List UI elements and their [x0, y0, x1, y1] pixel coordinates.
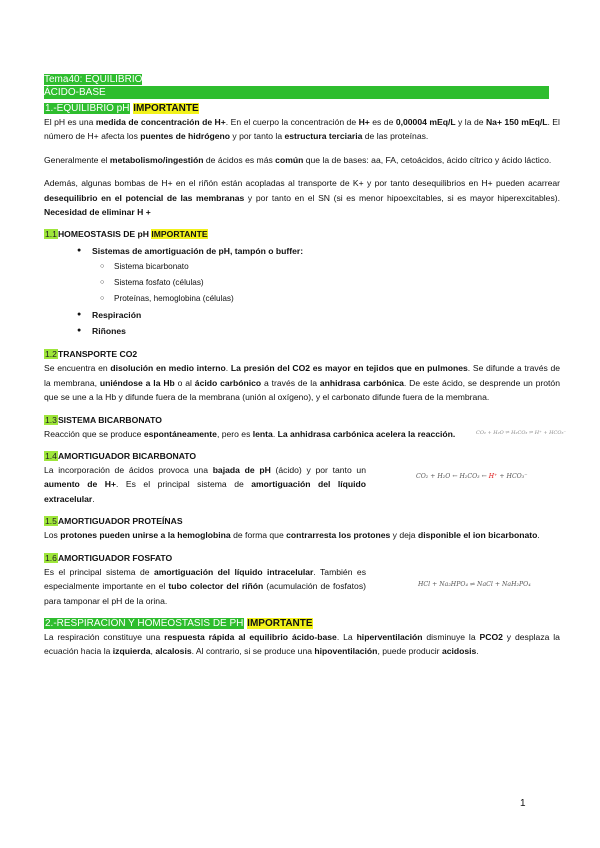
list-item: ● Riñones — [92, 323, 560, 339]
subsection-1-5-title: AMORTIGUADOR PROTEÍNAS — [57, 516, 183, 527]
subsection-1-2-paragraph: Se encuentra en disolución en medio interno. La presión del CO2 es mayor en tejidos que en pulmones. Se difunde a través de la membrana, uniéndose a la Hb o al ácido carbónico a través de la anhidrasa carbónica. De este ácido, se desprende un protón que se une a la Hb y difunde fuera de la membrana (unión al oxígeno), y el carbonato difunde fuera de la membrana. — [44, 363, 561, 403]
subsection-1-4-number: 1.4 — [45, 451, 57, 462]
subsection-1-3-paragraph: Reacción que se produce espontáneamente, pero es lenta. La anhidrasa carbónica acelera la reacción. — [44, 428, 456, 439]
subsection-1-1-title: HOMEOSTASIS DE pH — [57, 229, 149, 240]
subsection-1-5-number: 1.5 — [45, 516, 57, 527]
bicarbonate-equation: CO₂ + H₂O ⇌ H₂CO₃ ⇌ H⁺ + HCO₃⁻ — [476, 429, 567, 436]
buffer-sublist — [92, 259, 560, 307]
subsection-1-2-heading — [44, 347, 560, 361]
subsection-1-5-heading — [44, 514, 560, 528]
section1-tag: IMPORTANTE — [133, 103, 199, 114]
list-item: ● Sistemas de amortiguación de pH, tampón o buffer: ○ Sistema bicarbonato ○ Sistema fosfato (células) ○ Proteínas, hemoglobina (células) — [92, 243, 560, 307]
homeostasis-list — [44, 243, 560, 339]
section2-paragraph: La respiración constituye una respuesta rápida al equilibrio ácido-base. La hiperventilación disminuye la PCO2 y desplaza la ecuación hacia la izquierda, alcalosis. Al contrario, si se produce una hipoventilación, puede producir acidosis. — [44, 631, 560, 657]
section1-paragraph-1: El pH es una medida de concentración de H+. En el cuerpo la concentración de H+ es de 0,00004 mEq/L y la de Na+ 150 mEq/L. El número de H+ afecta los puentes de hidrógeno y por tanto la estructura terciaria de las proteínas. — [44, 117, 560, 142]
subsection-1-3-number: 1.3 — [45, 414, 57, 425]
subsection-1-4-row — [44, 463, 560, 506]
page-number: 1 — [520, 798, 526, 809]
subsection-1-2-number: 1.2 — [45, 349, 57, 360]
section1-paragraph-2: Generalmente el metabolismo/ingestión de ácidos es más común que la de bases: aa, FA, cetoácidos, ácido cítrico y ácido láctico. — [44, 154, 552, 165]
subsection-1-4-title: AMORTIGUADOR BICARBONATO — [57, 451, 197, 462]
page-content — [44, 73, 567, 659]
topic-title — [44, 73, 560, 86]
bicarbonate-buffer-equation: CO₂ + H₂O ← H₂CO₃ ← H⁺ + HCO₃⁻ — [416, 473, 528, 481]
topic-title-text: Tema40: EQUILIBRIO — [44, 74, 143, 85]
section1-heading — [44, 102, 560, 115]
subsection-1-1-heading — [44, 227, 560, 241]
subsection-1-6-heading — [44, 551, 560, 565]
subsection-1-3-row — [44, 427, 567, 441]
section1-paragraph-3: Además, algunas bombas de H+ en el riñón están acopladas al transporte de K+ y por tanto desequilibrios en H+ pueden acarrear desequilibrio en el potencial de las membranas y por tanto en el SN (si es menor hipoexcitables, si es mayor hiperexcitables). Necesidad de eliminar H + — [44, 178, 561, 218]
subsection-1-3-title: SISTEMA BICARBONATO — [57, 414, 162, 425]
section1-label: 1.-EQUILIBRIO pH — [45, 103, 130, 114]
subsection-1-3-heading — [44, 413, 560, 427]
proton-symbol: H⁺ — [488, 473, 498, 481]
subsection-1-4-heading — [44, 449, 560, 463]
subsection-1-4-paragraph: La incorporación de ácidos provoca una bajada de pH (ácido) y por tanto un aumento de H+. Es el principal sistema de amortiguación del líquido extracelular. — [44, 465, 367, 504]
section2-tag: IMPORTANTE — [247, 617, 313, 629]
subsection-1-6-number: 1.6 — [45, 552, 57, 563]
list-item: ○ Sistema fosfato (células) — [114, 275, 560, 291]
section2-label: 2.-RESPIRACIÓN Y HOMEOSTASIS DE PH — [45, 617, 244, 629]
subsection-1-6-paragraph: Es el principal sistema de amortiguación del líquido intracelular. También es especialmente importante en el tubo colector del riñón (acumulación de fosfatos) para tamponar el pH de la orina. — [44, 566, 366, 606]
subsection-1-1-tag: IMPORTANTE — [151, 229, 208, 240]
list-item: ○ Sistema bicarbonato — [114, 259, 560, 275]
subsection-1-6-title: AMORTIGUADOR FOSFATO — [57, 552, 173, 563]
subsection-1-6-row — [44, 565, 560, 608]
subsection-1-5-paragraph: Los protones pueden unirse a la hemoglobina de forma que contrarresta los protones y deja disponible el ion bicarbonato. — [44, 530, 540, 541]
phosphate-equation: HCl + Na₂HPO₄ ⇌ NaCl + NaH₂PO₄ — [418, 580, 531, 588]
subsection-1-2-title: TRANSPORTE CO2 — [57, 349, 138, 360]
topic-subtitle: ÁCIDO-BASE — [44, 86, 549, 99]
list-item: ○ Proteínas, hemoglobina (células) — [114, 291, 560, 307]
list-item: ● Respiración — [92, 307, 560, 323]
section2-heading — [44, 617, 560, 630]
subsection-1-1-number: 1.1 — [45, 229, 57, 240]
